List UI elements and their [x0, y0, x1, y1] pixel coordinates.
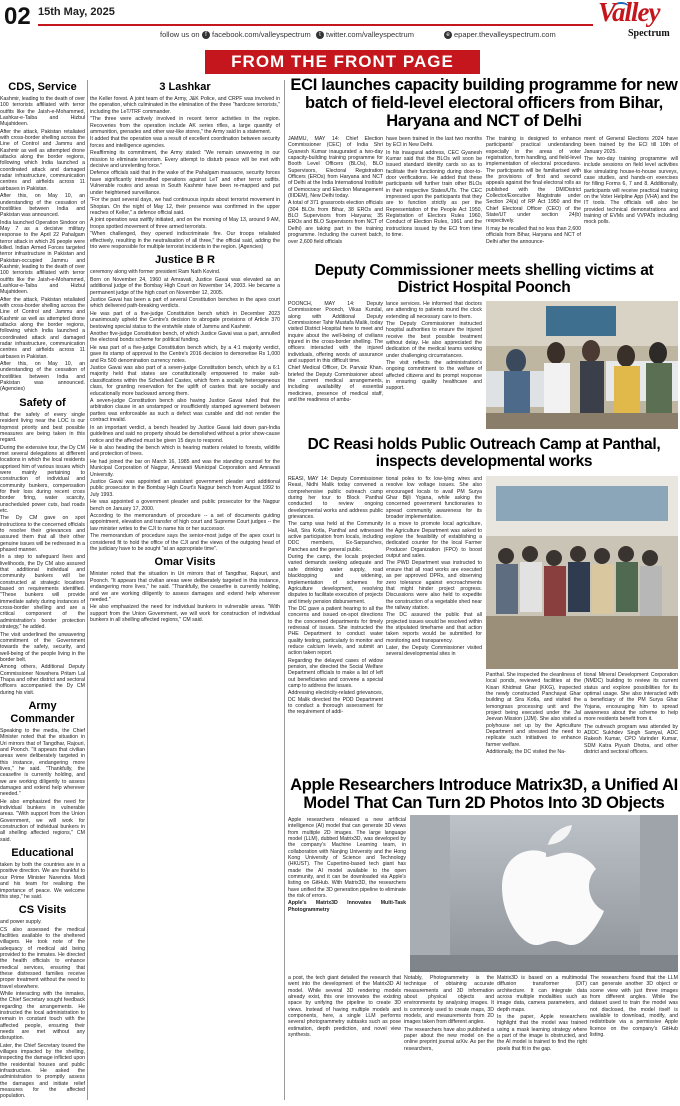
para: The DC assured the public that all projected issues would be resolved within the stipulated timeframe and that action taken reports would be submitted for monitoring and transparency.: [386, 612, 482, 644]
eci-headline: ECI launches capacity building programme for new batch of field-level electoral officers from Bihar, Haryana and NCT of Delhi: [290, 76, 678, 130]
para: The researchers have also published a paper about the new model on the online preprint journal arXiv. As per the researchers,: [404, 1026, 494, 1052]
eci-col-3: [486, 136, 581, 262]
outreach-camp-image: [486, 476, 678, 669]
reasi-headline: DC Reasi holds Public Outreach Camp at Panthal, inspects developmental works: [307, 436, 661, 470]
para: Defence officials said that in the wake of the Pahalgam massacre, security forces have significantly intensified operations against LeT and other terror outfits. Vulnerable routes and areas in South Kashmir have been re-mapped and put under heightened surveillance.: [90, 170, 280, 196]
para: He was part of a five-judge Constitution bench which, by a 4:1 majority verdict, gave its stamp of approval to the Centre's 2016 decision to demonetise Rs 1,000 and Rs 500 denomination currency notes.: [90, 344, 280, 364]
apple-logo-photo: [410, 815, 678, 972]
poonch-hospital-photo: [486, 301, 678, 429]
para: Born on November 24, 1960 at Amravati, Justice Gavai was elevated as an additional judge of the Bombay High Court on November 14, 2003. He became a permanent judge of the high court on November 12, 2005.: [90, 276, 280, 296]
para: tional poles to fix low-lying wires and resolve low voltage issues. She also encouraged locals to avail PM Surya Ghar Bijli Yojana, while asking the concerned government functionaries to spread community awareness for its broader implementation.: [386, 476, 482, 521]
apple-col-1b: [288, 975, 401, 1103]
facebook-link[interactable]: [202, 30, 311, 39]
para: Later, the Deputy Commissioner visited several developmental sites in: [386, 644, 482, 658]
story-heading-safety: Safety of: [19, 396, 66, 409]
reasi-col-1: [288, 476, 383, 772]
para: that the safety of every single resident living near the LOC is our topmost priority and best possible measures are being taken in this regard.: [0, 411, 85, 444]
apple-col-1: [288, 817, 406, 972]
para: After this, on May 10, an understanding of the cessation of hostilities between India and Pakistan was announced. (Agencies): [0, 361, 85, 393]
reasi-col-2: [386, 476, 482, 772]
page-number: 02: [4, 3, 31, 30]
para: In his inaugural address, CEC Gyanesh Kumar said that the BLOs will soon be issued standard identity cards so as to facilitate their functioning during door-to-door verifications. He added that these participants will further train other BLOs in their respective States/UTs. The CEC impressed upon the participants that they are to function strictly as per the Representation of the People Act 1950, Registration of Electors Rules 1960, Conduct of Election Rules, 1961 and the instructions issued by the ECI from time to time.: [386, 149, 482, 239]
para: Notably, Photogrammetry is the technique of obtaining accurate measurements and 3D information about physical objects and environments by analysing images. It is commonly used to create maps, 3D models, and measurements from 2D images taken from different angles.: [404, 975, 494, 1026]
para: The training is designed to enhance participants' practical understanding especially in the areas of voter registration, form handling, and field-level implementation of electoral procedures. The participants will be familiarised with the provisions of first and second appeals against the final electoral rolls as published with the DM/District Collector/Executive Magistrate under Section 24(a) of RP Act 1950 and the Chief Electoral Officer (CEO) of the State/UT under section 24(b) respectively.: [486, 136, 581, 225]
apple-headline: Apple Researchers Introduce Matrix3D, a Unified AI Model That Can Turn 2D Photos Into 3D Objects: [290, 776, 678, 812]
reasi-col-3: [486, 672, 581, 772]
para: In a move to promote local agriculture, the Agriculture Department was asked to explore the feasibility of establishing a dedicated counter for the local Farmer Producer Organization (FPO) to boost output and sales.: [386, 521, 482, 560]
epaper-link[interactable]: [444, 30, 556, 39]
hospital-visit-image: [486, 301, 678, 429]
para: Among others, Additional Deputy Commissioner Nowshera Pritam Lal Thapa and other district and sectoral officers accompanied the Dy CM during his visit.: [0, 664, 85, 696]
para: He was part of a five-judge Constitution bench which in December 2023 unanimously upheld the Centre's decision to abrogate provisions of Article 370 bestowing special status to the erstwhile state of Jammu and Kashmir.: [90, 310, 280, 330]
para: Chief Medical Officer, Dr. Parvaiz Khan, briefed the Deputy Commissioner about the current medical arrangements, including availability of essential medicines, presence of medical staff, and the readiness of ambu-: [288, 365, 383, 404]
para: He also emphasized the need for individual bunkers in vulnerable areas. "With support from the Union Government, we will work for construction of individual bunkers in all shelling affected regions," CM said.: [90, 604, 280, 624]
para: The visit underlined the unwavering commitment of the Government towards the safety, security, and well-being of the people living in the border belt.: [0, 631, 85, 663]
eci-col-1: [288, 136, 383, 262]
para: The Deputy Commissioner instructed hospital authorities to ensure the injured receive the best possible treatment without delay. He also appreciated the dedication of the medical teams working under challenging circumstances.: [386, 321, 482, 359]
facebook-icon: f: [202, 31, 210, 39]
para: The Dy CM gave on spot instructions to the concerned officials to resolve their grievances and assured them that all their other genuine issues will be redressed in a phased manner.: [0, 515, 85, 554]
para: India launched Operation Sindoor on May 7 as a decisive military response to the April 22 Pahalgam terror attack in which 26 people were killed. Indian Armed Forces targeted terror infrastructure in Pakistan and Pakistan-occupied Jammu and Kashmir, leading to the death of over 100 terrorists affiliated with terror outfits like the Jaish-e-Mohammed, Lashkar-e-Taiba and Hizbul Mujahideen.: [0, 219, 85, 296]
para: taken by both the countries are in a positive direction. We are thankful to our Prime Minister Narendra Modi and his team for realising the importance of peace. We welcome this step," he said.: [0, 862, 85, 900]
story-heading-cds: CDS, Service: [8, 81, 77, 93]
para: After this, on May 10, an understanding of the cessation of hostilities between India and Pakistan was announced.: [0, 193, 85, 219]
para: After the attack, Pakistan retaliated with cross-border shelling across the Line of Control and Jammu and Kashmir as well as attempted drone attacks along the border regions, following which India launched a coordinated attack and damaged radar infrastructure, communication centres and airfields across 11 airbases in Pakistan.: [0, 296, 85, 360]
poonch-col-2: [386, 301, 482, 432]
apple-subheading: Apple's Matrix3D Innovates Multi-Task Photogrammetry: [288, 900, 406, 913]
para: The DC gave a patient hearing to all the concerns and issued on-spot directions to the concerned departments for timely redressal of issues. She instructed the PHE Department to conduct water quality testing, particularly to monitor and reduce calcium levels, and submit an action taken report.: [288, 605, 383, 657]
column-divider: [87, 80, 88, 1100]
para: "The three were actively involved in recent terror activities in the region. Recoveries from the operation include AK series rifles, a large quantity of ammunition, grenades and other war-like stores," the Army said in a statement.: [90, 116, 280, 136]
para: tional Mineral Development Corporation (NMDC) building to review its current status and explore possibilities for its optimal usage. She also interacted with a beneficiary of the PM Surya Ghar Yojana, encouraging him to spread awareness about the scheme to help more residents benefit from it.: [584, 672, 678, 723]
logo-word-spectrum: Spectrum: [628, 28, 670, 39]
para: He had joined the bar on March 16, 1985 and was the standing counsel for the Municipal Corporation of Nagpur, Amravati Municipal Corporation and Amravati University.: [90, 458, 280, 478]
twitter-icon: t: [316, 31, 324, 39]
para: A joint operation was swiftly initiated, and on the morning of May 13, around 9 AM, troops spotted movement of three armed terrorists.: [90, 217, 280, 230]
issue-date: 15th May, 2025: [38, 6, 115, 18]
story-heading-justice: Justice B R: [155, 254, 215, 267]
reasi-col-4: [584, 672, 678, 772]
para: The memorandum of procedure says the senior-most judge of the apex court is considered fit to hold the office of the CJI and the views of the outgoing head of the judiciary have to be sought "at an appropriate time".: [90, 533, 280, 552]
eci-col-4: [584, 136, 678, 262]
para: During the extensive tour, the Dy CM met several delegations at different locations in which the local residents apprised him of various issues which were mainly pertaining to construction of individual and community bunkers, compensation for their loss during recent cross border firing, water scarcity, unscheduled power cuts, bad roads etc.: [0, 444, 85, 514]
para: The camp was held at the Community Hall, Sira Kotla, Panthal and witnessed active participation from locals, including DDC members, Ex-Sarpanches, Panches and the general public.: [288, 521, 383, 553]
para: After the attack, Pakistan retaliated with cross-border shelling across the Line of Control and Jammu and Kashmir as well as attempted drone attacks along the border regions, following which India launched a coordinated attack and damaged radar infrastructure, communication centres and airfields across 11 airbases in Pakistan.: [0, 128, 85, 192]
apple-logo-image: [410, 815, 678, 972]
para: ment of General Elections 2024 have been trained by the ECI till 10th of January 2025.: [584, 136, 678, 155]
story-heading-cs-visits: CS Visits: [18, 904, 67, 917]
para: It may be recalled that no less than 2,600 officials from Bihar, Haryana and NCT of Delhi after the announce-: [486, 225, 581, 245]
epaper-url: epaper.thevalleyspectrum.com: [454, 30, 556, 39]
twitter-link[interactable]: [316, 30, 414, 39]
eci-col-2: [386, 136, 482, 262]
para: Reaffirming its commitment, the Army stated: "We remain unwavering in our mission to eliminate terrorism. Every attempt to disturb peace will be met with decisive and unrelenting force.": [90, 150, 280, 170]
para: He is also heading the bench which is hearing matters related to forests, wildlife and protection of trees.: [90, 444, 280, 458]
para: A total of 371 grassroots election officials (304 BLOs from Bihar, 38 EROs and BLO Supervisors from Haryana; 35 EROs and BLO Supervisors from NCT of Delhi) are taking part in the training programme. Including the current batch, over 2,600 field officials: [288, 200, 383, 245]
para: Justice Gavai was also part of a seven-judge Constitution bench, which by a 6:1 majority held that states are constitutionally empowered to make sub-classifications within the Scheduled Castes, which form a socially heterogeneous class, for granting reservation for the uplift of castes that are socially and educationally more backward among them.: [90, 365, 280, 397]
para: Regarding the delayed cases of widow pension, she directed the Social Welfare Department officials to make a list of left out beneficiaries and convene a special camp to address the issues.: [288, 657, 383, 689]
para: Justice Gavai was appointed an assistant government pleader and additional public prosecutor in the Bombay High Court's Nagpur bench from August 1992 to July 1993.: [90, 478, 280, 498]
para: "When challenged, they opened indiscriminate fire. Our troops retaliated effectively, resulting in the neutralisation of all three," the official said, adding the trio were responsible for multiple terrorist incidents in the region. (Agencies): [90, 231, 280, 250]
para: He also emphasized the need for individual bunkers in vulnerable areas. "With support from the Union Government, we will work for construction of individual bunkers in all shelling affected regions," CM said.: [0, 798, 85, 843]
para: In a step to safeguard lives and livelihoods, the Dy CM also assured that additional individual and community bunkers will be constructed at strategic locations based on requirements identified. "These bunkers will provide immediate safety during instances of cross-border shelling and are a critical component of the administration's border protection strategy," he added.: [0, 554, 85, 631]
para: Minister noted that the situation in Uri mirrors that of Tangdhar, Rajouri, and Poonch. "It appears that civilian areas were deliberately targeted in this instance, endangering more lives," he said. "Thankfully, the ceasefire is currently holding, and we are working diligently to assess damages and extend help wherever needed.": [90, 571, 280, 604]
para: While interacting with the inmates, the Chief Secretary sought feedback regarding the arrangements. He instructed the local administration to remain in constant touch with the affected people, ensuring their needs are met without any disruption.: [0, 990, 85, 1042]
valley-spectrum-logo: [598, 0, 678, 44]
column-left: [0, 80, 85, 1104]
apple-col-4: [590, 975, 678, 1103]
para: The two-day training programme will include sessions on field level activities like simulating house-to-house surveys, case studies, and hands-on exercises for filling Forms 6, 7 and 8. Additionally, participants will receive practical training on the Voter Helpline App (VHA) and the IT tools. The officials will also be provided technical demonstrations and training of EVMs and VVPATs including mock polls.: [584, 156, 678, 226]
follow-us-label: follow us on: [160, 30, 200, 39]
para: a post, the tech giant detailed the research that went into the development of the Matrix3D AI model. While several 3D rendering models already exist, this one innovates the existing space by unifying the pipeline to create 3D views. Instead of having multiple models and components, here, a single LLM performs several photogrammetry subtasks such as pose estimation, depth prediction, and novel view synthesis.: [288, 975, 401, 1039]
story-heading-omar: Omar Visits: [154, 556, 216, 569]
apple-col-2: [404, 975, 494, 1103]
para: Speaking to the media, the Chief Minister noted that the situation in Uri mirrors that of Tangdhar, Rajouri, and Poonch. "It appears that civilian areas were deliberately targeted in this instance, endangering more lives," he said. "Thankfully, the ceasefire is currently holding, and we are working diligently to assess damages and extend help wherever needed.": [0, 727, 85, 798]
para: It added that the operation was a result of excellent coordination between security forces and intelligence agencies.: [90, 136, 280, 149]
para: He was appointed a government pleader and public prosecutor for the Nagpur bench on January 17, 2000.: [90, 499, 280, 512]
para: Matrix3D is based on a multimodal diffusion transformer (DiT) architecture. It can integrate data across multiple modalities such as image data, camera parameters, and depth maps.: [497, 975, 587, 1013]
para: The PWD Department was instructed to ensure that all road works are executed as per approved DPRs, and observing zero tolerance against encroachments that might hinder project progress. Discussions were also held to expedite the construction of a vegetable shed near the railway station.: [386, 560, 482, 611]
story-heading-lashkar: 3 Lashkar: [159, 81, 211, 93]
para: Additionally, the DC visited the Na-: [486, 749, 566, 756]
header-rule: [38, 24, 593, 26]
para: In an important verdict, a bench headed by Justice Gavai laid down pan-India guidelines and said no property should be demolished without a prior show-cause notice and the affected must be given 15 days to respond.: [90, 424, 280, 444]
para: According to the memorandum of procedure -- a set of documents guiding appointment, elevation and transfer of high court and Supreme Court judges -- the law minister writes to the CJI to name his or her successor.: [90, 512, 280, 532]
story-heading-army: Army Commander: [10, 699, 75, 725]
para: Another five-judge Constitution bench, of which Justice Gavai was a part, annulled the electoral bonds scheme for political funding.: [90, 331, 280, 344]
para: The visit reflects the administration's ongoing commitment to the welfare of affected citizens and its prompt response in ensuring quality healthcare and support.: [386, 360, 482, 392]
para: REASI, MAY 14: Deputy Commissioner Reasi, Nidhi Malik today convened a comprehensive public outreach camp during her tour to Block Panthal conducted to review ongoing developmental works and address public grievances.: [288, 476, 383, 521]
twitter-url: twitter.com/valleyspectrum: [326, 30, 414, 39]
para: In the paper, Apple researchers highlight that the model was trained using a mask learning strategy where a part of the image is obstructed, and the AI model is trained to find the right pixels that fit in the gap.: [497, 1014, 587, 1052]
para: and power supply.: [0, 919, 42, 926]
para: A seven-judge Constitution bench also having Justice Gavai ruled that the arbitration clause in an unstamped or insufficiently stamped agreement between parties was enforceable as such a defect was curable and did not render the contract invalid.: [90, 398, 280, 424]
masthead: [0, 0, 680, 46]
globe-icon: e: [444, 31, 452, 39]
poonch-headline: Deputy Commissioner meets shelling victims at District Hospital Poonch: [314, 262, 654, 296]
reasi-camp-photo: [486, 476, 678, 669]
para: Kashmir, leading to the death of over 100 terrorists affiliated with terror outfits like the Jaish-e-Mohammed, Lashkar-e-Taiba and Hizbul Mujahideen.: [0, 96, 85, 128]
para: POONCH, MAY 14: Deputy Commissioner Poonch, Vikas Kundal, along with Additional Deputy Commissioner Tahir Mustafa Malik, today visited District Hospital here to meet and inquire about the well-being of civilians injured in the cross-border shelling. The officers interacted with the injured individuals, offering words of assurance and support in this difficult time.: [288, 301, 383, 365]
para: The researchers found that the LLM can generate another 3D object or scene view with just three images from different angles. While the dataset used to train the model was not disclosed, the model itself is available to download, modify, and redistribute via a permissive Apple licence on the company's GitHub listing.: [590, 975, 678, 1039]
para: Panthal. She inspected the cleanliness of local ponds, reviewed facilities at the Kisan Khidmat Ghar (KKG), inspected the newly constructed Panchayat Ghar building at Sira Kotla, and visited the lemongrass processing unit and the project being executed under the Jal Jeevan Mission (JJM). She also visited a polyhouse set up by the Agriculture Department and stressed the need to replicate such initiatives to enhance farmer welfare.: [486, 672, 581, 748]
para: have been trained in the last two months by ECI in New Delhi.: [386, 136, 482, 149]
para: Addressing electricity-related grievances, DC Malik directed the PDD Department to conduct a thorough assessment for the requirement of addi-: [288, 690, 383, 716]
para: the Keller forest. A joint team of the Army, J&K Police, and CRPF was involved in the operation, which culminated in the elimination of the three "hardcore terrorists," including the LeT/TRF commander.: [90, 96, 280, 115]
para: CS also assessed the medical facilities available to the sheltered villagers. He took note of the adequacy of medical aid being provided to the inmates. He directed the health officials to enhance medical services, ensuring that these distressed families receive proper treatment without the need to travel elsewhere.: [0, 926, 85, 990]
para: Later, the Chief Secretary toured the villages impacted by the shelling, inspecting the damage inflicted upon the residential houses and public infrastructure. He asked the administration to promptly assess the damages and initiate relief measures for the affected population.: [0, 1042, 85, 1100]
facebook-url: facebook.com/valleyspectrum: [212, 30, 311, 39]
para: ceremony along with former president Ram Nath Kovind.: [90, 269, 221, 276]
para: lance services. He informed that doctors are attending to patients round the clock extending all necessary care to them.: [386, 301, 482, 320]
para: Apple researchers released a new artificial intelligence (AI) model that can generate 3D views from multiple 2D images. The large language model (LLM), dubbed Matrix3D, was developed by the company's Machine Learning team, in collaboration with Nanjing University and the Hong Kong University of Science and Technology (HKUST). The Cupertino-based tech giant has made the AI model available to the open community, and it can be downloaded via Apple's listing on GitHub. With Matrix3D, the researchers have unified the 3D generation pipeline to eliminate the risk of errors.: [288, 817, 406, 900]
poonch-col-1: [288, 301, 383, 432]
para: The outreach program was attended by ADDC Sukhdev Singh Samyal, ADC Rakesh Kumar, CPO Varinder Kumar, SDM Katra Piyush Dhotra, and other district and sectoral officers.: [584, 723, 678, 756]
column-jumps: [90, 80, 280, 1104]
para: "For the past several days, we had continuous inputs about terrorist movement in Shopian. On the night of May 12, their presence was confirmed in the upper reaches of Keller," a defence official said.: [90, 197, 280, 216]
column-divider: [284, 80, 285, 1100]
apple-col-3: [497, 975, 587, 1103]
logo-word-valley: Valley: [598, 0, 660, 27]
story-heading-educational: Educational: [11, 847, 74, 860]
section-banner: FROM THE FRONT PAGE: [205, 50, 480, 74]
para: JAMMU, MAY 14: Chief Election Commissioner (CEC) of India Shri Gyanesh Kumar inaugurated a two-day capacity-building training programme for Booth Level Officers (BLOs), BLO Supervisors, Electoral Registration Officers (EROs) from Haryana and NCT of Delhi at the India International Institute of Democracy and Election Management (IIIDEM), New Delhi today.: [288, 136, 383, 200]
para: Justice Gavai has been a part of several Constitution benches in the apex court which delivered path-breaking verdicts.: [90, 296, 280, 310]
para: During the camp, the locals projected varied demands seeking adequate and safe drinking water supply, road blacktopping and widening, implementation of schemes for Agriculture development, resolving disputes to facilitate execution of projects and timely pension disbursement.: [288, 554, 383, 605]
